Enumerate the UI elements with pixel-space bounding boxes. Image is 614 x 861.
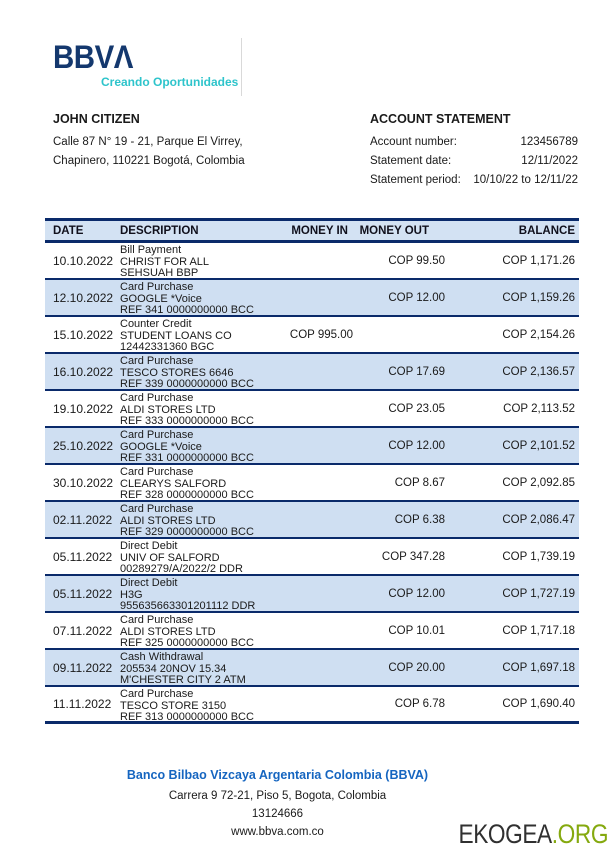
transaction-description: [120, 428, 280, 463]
transaction-row: [45, 650, 579, 687]
transaction-reference: REF 339 0000000000 BCC: [120, 378, 254, 391]
customer-address-block: [53, 112, 245, 171]
bbva-tagline: Creando Oportunidades: [101, 75, 239, 89]
transaction-type: Card Purchase: [120, 281, 194, 293]
transaction-reference: M'CHESTER CITY 2 ATM: [120, 674, 246, 687]
transaction-money-in: [280, 465, 353, 500]
transaction-description: [120, 317, 280, 352]
transaction-type: Cash Withdrawal: [120, 651, 204, 663]
transaction-date: 12.10.2022: [53, 290, 114, 305]
transaction-reference: REF 328 0000000000 BCC: [120, 489, 254, 502]
transaction-description: [120, 391, 280, 426]
transaction-money-in: [280, 687, 353, 721]
transaction-type: Card Purchase: [120, 392, 194, 404]
transaction-reference: REF 341 0000000000 BCC: [120, 304, 254, 317]
watermark-name: EKOGEA: [458, 819, 552, 849]
transaction-payee: ALDI STORES LTD: [120, 625, 216, 638]
transaction-money-in: [280, 243, 353, 278]
transaction-row: [45, 687, 579, 724]
transaction-money-in: [280, 280, 353, 315]
transaction-money-out: COP 17.69: [388, 365, 445, 378]
transaction-payee: ALDI STORES LTD: [120, 514, 216, 527]
transaction-balance: COP 1,739.19: [502, 550, 575, 563]
transaction-payee: TESCO STORES 6646: [120, 366, 234, 379]
statement-field-label: Account number:: [370, 136, 457, 148]
statement-footer: [45, 768, 510, 844]
statement-field-row: [370, 133, 578, 152]
bank-name: Banco Bilbao Vizcaya Argentaria Colombia (BBVA): [126, 768, 429, 782]
transaction-reference: SEHSUAH BBP: [120, 267, 199, 280]
transaction-row: [45, 428, 579, 465]
transaction-payee: CLEARYS SALFORD: [120, 477, 227, 490]
transaction-balance: COP 1,690.40: [502, 698, 575, 710]
transaction-reference: 00289279/A/2022/2 DDR: [120, 563, 243, 576]
transaction-payee: STUDENT LOANS CO: [120, 329, 232, 342]
transaction-description: [120, 243, 280, 278]
transaction-balance: COP 1,159.26: [502, 291, 575, 304]
table-header-row: [45, 218, 579, 243]
statement-fields: [370, 133, 578, 190]
transaction-row: [45, 391, 579, 428]
ekogea-watermark: [458, 819, 608, 850]
statement-field-label: Statement period:: [370, 174, 461, 186]
transaction-payee: TESCO STORE 3150: [120, 699, 227, 712]
transaction-type: Card Purchase: [120, 688, 194, 700]
transaction-date: 16.10.2022: [53, 364, 114, 379]
table-body: [45, 243, 579, 724]
transaction-money-out: COP 12.00: [388, 587, 445, 600]
transaction-date: 09.11.2022: [53, 660, 113, 675]
statement-field-value: 12/11/2022: [521, 155, 578, 167]
transaction-reference: REF 331 0000000000 BCC: [120, 452, 254, 465]
transaction-row: [45, 243, 579, 280]
transaction-reference: 12442331360 BGC: [120, 341, 215, 354]
transaction-money-in: [280, 576, 353, 611]
transaction-balance: COP 1,727.19: [502, 587, 575, 600]
transaction-description: [120, 539, 280, 574]
transaction-balance: COP 2,136.57: [502, 365, 575, 378]
statement-field-value: 123456789: [520, 136, 578, 148]
transaction-description: [120, 502, 280, 537]
transaction-money-in: [280, 650, 353, 685]
customer-name: JOHN CITIZEN: [53, 112, 140, 126]
column-header-money-out: MONEY OUT: [359, 224, 429, 237]
transaction-row: [45, 502, 579, 539]
transaction-payee: H3G: [120, 588, 143, 601]
header-divider: [241, 38, 242, 96]
account-statement-block: [370, 112, 578, 190]
transaction-money-in: COP 995.00: [289, 328, 353, 341]
transaction-date: 15.10.2022: [53, 327, 114, 342]
transaction-reference: REF 313 0000000000 BCC: [120, 711, 254, 724]
bank-phone: 13124666: [251, 808, 304, 820]
transaction-row: [45, 465, 579, 502]
customer-address-line1: Calle 87 N° 19 - 21, Parque El Virrey,: [53, 136, 243, 148]
transaction-description: [120, 280, 280, 315]
transaction-payee: ALDI STORES LTD: [120, 403, 216, 416]
transaction-money-out: COP 23.05: [388, 402, 445, 415]
bank-website: www.bbva.com.co: [231, 826, 324, 838]
transaction-payee: CHRIST FOR ALL: [120, 255, 210, 268]
transaction-type: Card Purchase: [120, 614, 194, 626]
transaction-type: Card Purchase: [120, 503, 194, 515]
transaction-balance: COP 2,113.52: [503, 402, 575, 415]
transaction-description: [120, 687, 280, 724]
transaction-date: 07.11.2022: [53, 623, 113, 638]
transaction-type: Card Purchase: [120, 429, 194, 441]
transaction-type: Bill Payment: [120, 244, 182, 256]
transaction-type: Direct Debit: [120, 540, 178, 552]
transaction-balance: COP 2,101.52: [502, 439, 575, 452]
transaction-money-out: COP 8.67: [394, 476, 445, 489]
transaction-reference: REF 325 0000000000 BCC: [120, 637, 254, 650]
transaction-payee: GOOGLE *Voice: [120, 440, 202, 453]
transaction-payee: GOOGLE *Voice: [120, 292, 202, 305]
transaction-money-out: COP 12.00: [388, 291, 445, 304]
transaction-row: [45, 539, 579, 576]
transaction-date: 25.10.2022: [53, 438, 114, 453]
transaction-type: Direct Debit: [120, 577, 178, 589]
transaction-description: [120, 613, 280, 648]
watermark-tld: .ORG: [551, 819, 608, 849]
transaction-balance: COP 1,171.26: [502, 254, 575, 267]
customer-address-line2: Chapinero, 110221 Bogotá, Colombia: [53, 155, 245, 167]
transaction-payee: 205534 20NOV 15.34: [120, 662, 227, 675]
statement-field-label: Statement date:: [370, 155, 452, 167]
column-header-balance: BALANCE: [518, 224, 575, 237]
transaction-date: 10.10.2022: [53, 253, 114, 268]
transaction-row: [45, 280, 579, 317]
transaction-date: 19.10.2022: [53, 401, 114, 416]
statement-field-row: [370, 171, 578, 190]
transaction-row: [45, 354, 579, 391]
transaction-date: 02.11.2022: [53, 512, 113, 527]
bbva-logo: BBVΛ: [53, 39, 133, 75]
transaction-payee: UNIV OF SALFORD: [120, 551, 220, 564]
transaction-balance: COP 2,092.85: [502, 476, 575, 489]
statement-field-row: [370, 152, 578, 171]
transaction-date: 11.11.2022: [53, 697, 112, 711]
transaction-description: [120, 354, 280, 389]
transaction-money-in: [280, 502, 353, 537]
transaction-date: 05.11.2022: [53, 586, 113, 601]
transaction-reference: 955635663301201112 DDR: [120, 600, 256, 613]
transaction-type: Card Purchase: [120, 355, 194, 367]
transaction-type: Card Purchase: [120, 466, 194, 478]
transaction-row: [45, 576, 579, 613]
account-statement-title: ACCOUNT STATEMENT: [370, 112, 511, 126]
transaction-row: [45, 317, 579, 354]
column-header-money-in: MONEY IN: [291, 224, 348, 237]
transaction-money-out: COP 6.78: [394, 698, 445, 710]
bank-address: Carrera 9 72-21, Piso 5, Bogota, Colombia: [168, 790, 387, 802]
column-header-description: DESCRIPTION: [120, 224, 199, 237]
transaction-description: [120, 465, 280, 500]
transaction-row: [45, 613, 579, 650]
statement-field-value: 10/10/22 to 12/11/22: [473, 174, 578, 186]
transaction-money-in: [280, 539, 353, 574]
transaction-reference: REF 333 0000000000 BCC: [120, 415, 254, 428]
transaction-money-out: COP 347.28: [381, 550, 445, 563]
transaction-money-out: COP 99.50: [388, 254, 445, 267]
transaction-balance: COP 2,086.47: [502, 513, 575, 526]
transaction-description: [120, 576, 280, 611]
transaction-balance: COP 1,697.18: [502, 661, 575, 674]
transaction-type: Counter Credit: [120, 318, 192, 330]
column-header-date: DATE: [53, 224, 84, 237]
transaction-balance: COP 2,154.26: [502, 328, 575, 341]
transaction-reference: REF 329 0000000000 BCC: [120, 526, 254, 539]
transaction-money-in: [280, 613, 353, 648]
transaction-money-out: COP 12.00: [388, 439, 445, 452]
transaction-date: 30.10.2022: [53, 475, 114, 490]
transaction-description: [120, 650, 280, 685]
transaction-money-out: COP 10.01: [388, 624, 445, 637]
transaction-money-in: [280, 391, 353, 426]
transaction-money-out: [353, 317, 445, 352]
transaction-balance: COP 1,717.18: [502, 624, 575, 637]
transactions-table: [45, 218, 579, 724]
transaction-money-out: COP 20.00: [388, 661, 445, 674]
transaction-money-out: COP 6.38: [394, 513, 445, 526]
transaction-money-in: [280, 354, 353, 389]
transaction-date: 05.11.2022: [53, 549, 113, 564]
transaction-money-in: [280, 428, 353, 463]
